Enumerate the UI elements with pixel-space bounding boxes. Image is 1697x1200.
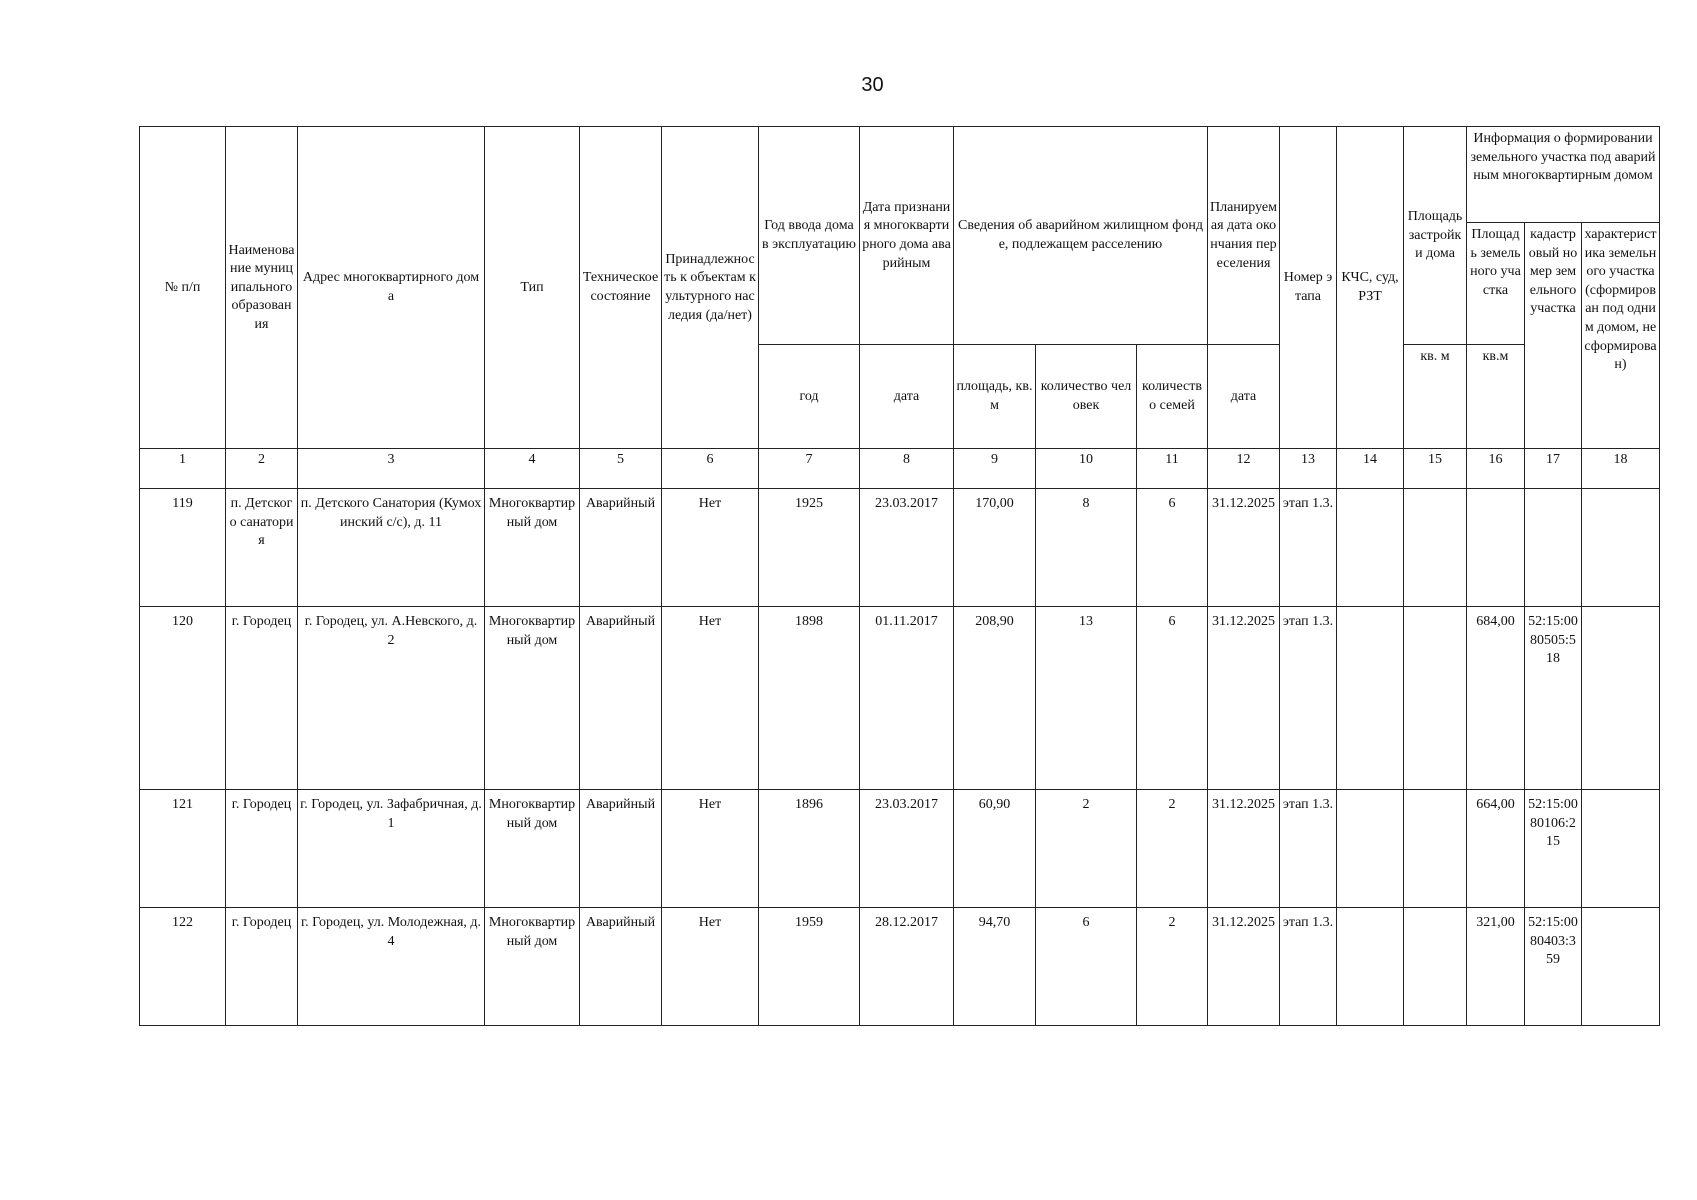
cell-land-characteristic (1582, 489, 1660, 607)
cell-build-area (1404, 607, 1467, 790)
column-number: 9 (954, 449, 1036, 489)
header-land-area: Площадь земельного участка (1467, 223, 1525, 345)
cell-address: п. Детского Санатория (Кумохинский с/с), д. 11 (298, 489, 485, 607)
cell-area: 208,90 (954, 607, 1036, 790)
column-number: 17 (1525, 449, 1582, 489)
table-row (140, 607, 1660, 790)
cell-families: 2 (1137, 790, 1208, 908)
cell-people: 13 (1036, 607, 1137, 790)
header-recognition-date: Дата признания многоквартирного дома аварийным (860, 127, 954, 345)
header-land-info-group: Информация о формировании земельного участка под аварийным многоквартирным домом (1467, 127, 1660, 223)
header-year-built: Год ввода дома в эксплуатацию (759, 127, 860, 345)
cell-land-characteristic (1582, 790, 1660, 908)
table-row (140, 908, 1660, 1026)
table-row (140, 489, 1660, 607)
cell-address: г. Городец, ул. Зафабричная, д. 1 (298, 790, 485, 908)
cell-address: г. Городец, ул. А.Невского, д. 2 (298, 607, 485, 790)
column-number: 4 (485, 449, 580, 489)
header-kchs: КЧС, суд, РЗТ (1337, 127, 1404, 449)
cell-end-date: 31.12.2025 (1208, 607, 1280, 790)
header-type: Тип (485, 127, 580, 449)
cell-kchs (1337, 790, 1404, 908)
cell-recognition-date: 23.03.2017 (860, 790, 954, 908)
cell-land-area: 684,00 (1467, 607, 1525, 790)
column-number: 10 (1036, 449, 1137, 489)
column-number: 8 (860, 449, 954, 489)
cell-cadastral: 52:15:0080505:518 (1525, 607, 1582, 790)
cell-kchs (1337, 908, 1404, 1026)
header-stage-number: Номер этапа (1280, 127, 1337, 449)
column-number: 11 (1137, 449, 1208, 489)
cell-end-date: 31.12.2025 (1208, 489, 1280, 607)
cell-year-built: 1959 (759, 908, 860, 1026)
cell-recognition-date: 23.03.2017 (860, 489, 954, 607)
column-number: 12 (1208, 449, 1280, 489)
table-header (140, 127, 1660, 489)
header-heritage: Принадлежность к объектам культурного наследия (да/нет) (662, 127, 759, 449)
header-unit-build-area: кв. м (1404, 345, 1467, 449)
cell-type: Многоквартирный дом (485, 489, 580, 607)
cell-recognition-date: 01.11.2017 (860, 607, 954, 790)
cell-kchs (1337, 607, 1404, 790)
header-unit-year: год (759, 345, 860, 449)
cell-tech-state: Аварийный (580, 489, 662, 607)
header-area: площадь, кв.м (954, 345, 1036, 449)
column-number: 5 (580, 449, 662, 489)
cell-address: г. Городец, ул. Молодежная, д. 4 (298, 908, 485, 1026)
header-build-area: Площадь застройки дома (1404, 127, 1467, 345)
header-families: количество семей (1137, 345, 1208, 449)
column-number: 13 (1280, 449, 1337, 489)
cell-municipality: п. Детского санатория (226, 489, 298, 607)
table-body (140, 489, 1660, 1026)
cell-end-date: 31.12.2025 (1208, 790, 1280, 908)
cell-tech-state: Аварийный (580, 790, 662, 908)
cell-number: 121 (140, 790, 226, 908)
header-address: Адрес многоквартирного дома (298, 127, 485, 449)
table-row (140, 790, 1660, 908)
cell-cadastral: 52:15:0080106:215 (1525, 790, 1582, 908)
cell-area: 170,00 (954, 489, 1036, 607)
cell-municipality: г. Городец (226, 908, 298, 1026)
cell-people: 8 (1036, 489, 1137, 607)
cell-kchs (1337, 489, 1404, 607)
cell-people: 6 (1036, 908, 1137, 1026)
cell-type: Многоквартирный дом (485, 607, 580, 790)
column-number: 15 (1404, 449, 1467, 489)
header-land-characteristic: характеристика земельного участка (сформирован под одним домом, не сформирован) (1582, 223, 1660, 449)
cell-number: 122 (140, 908, 226, 1026)
cell-build-area (1404, 790, 1467, 908)
cell-recognition-date: 28.12.2017 (860, 908, 954, 1026)
column-number: 7 (759, 449, 860, 489)
column-number: 1 (140, 449, 226, 489)
cell-land-area (1467, 489, 1525, 607)
cell-number: 120 (140, 607, 226, 790)
header-tech-state: Техническое состояние (580, 127, 662, 449)
header-unit-date: дата (860, 345, 954, 449)
cell-year-built: 1896 (759, 790, 860, 908)
cell-build-area (1404, 908, 1467, 1026)
cell-land-area: 664,00 (1467, 790, 1525, 908)
column-number: 18 (1582, 449, 1660, 489)
cell-heritage: Нет (662, 908, 759, 1026)
cell-municipality: г. Городец (226, 790, 298, 908)
column-number: 2 (226, 449, 298, 489)
cell-build-area (1404, 489, 1467, 607)
cell-tech-state: Аварийный (580, 908, 662, 1026)
cell-stage: этап 1.3. (1280, 489, 1337, 607)
cell-end-date: 31.12.2025 (1208, 908, 1280, 1026)
header-planned-end-date: Планируемая дата окончания переселения (1208, 127, 1280, 345)
cell-land-characteristic (1582, 908, 1660, 1026)
cell-families: 6 (1137, 489, 1208, 607)
column-number: 14 (1337, 449, 1404, 489)
cell-type: Многоквартирный дом (485, 790, 580, 908)
header-unit-land-area: кв.м (1467, 345, 1525, 449)
cell-families: 2 (1137, 908, 1208, 1026)
header-municipality: Наименование муниципального образования (226, 127, 298, 449)
cell-families: 6 (1137, 607, 1208, 790)
column-number: 3 (298, 449, 485, 489)
cell-tech-state: Аварийный (580, 607, 662, 790)
column-number: 16 (1467, 449, 1525, 489)
cell-land-area: 321,00 (1467, 908, 1525, 1026)
cell-municipality: г. Городец (226, 607, 298, 790)
cell-stage: этап 1.3. (1280, 908, 1337, 1026)
emergency-housing-table (139, 126, 1660, 1026)
cell-stage: этап 1.3. (1280, 790, 1337, 908)
cell-land-characteristic (1582, 607, 1660, 790)
header-number: № п/п (140, 127, 226, 449)
cell-year-built: 1898 (759, 607, 860, 790)
header-people: количество человек (1036, 345, 1137, 449)
header-emergency-fund-group: Сведения об аварийном жилищном фонде, подлежащем расселению (954, 127, 1208, 345)
cell-cadastral: 52:15:0080403:359 (1525, 908, 1582, 1026)
header-unit-end-date: дата (1208, 345, 1280, 449)
cell-area: 60,90 (954, 790, 1036, 908)
column-number: 6 (662, 449, 759, 489)
cell-number: 119 (140, 489, 226, 607)
cell-heritage: Нет (662, 607, 759, 790)
cell-heritage: Нет (662, 489, 759, 607)
cell-year-built: 1925 (759, 489, 860, 607)
cell-type: Многоквартирный дом (485, 908, 580, 1026)
cell-people: 2 (1036, 790, 1137, 908)
cell-heritage: Нет (662, 790, 759, 908)
page-number: 30 (861, 74, 884, 96)
cell-stage: этап 1.3. (1280, 607, 1337, 790)
header-cadastral-number: кадастровый номер земельного участка (1525, 223, 1582, 449)
cell-area: 94,70 (954, 908, 1036, 1026)
cell-cadastral (1525, 489, 1582, 607)
